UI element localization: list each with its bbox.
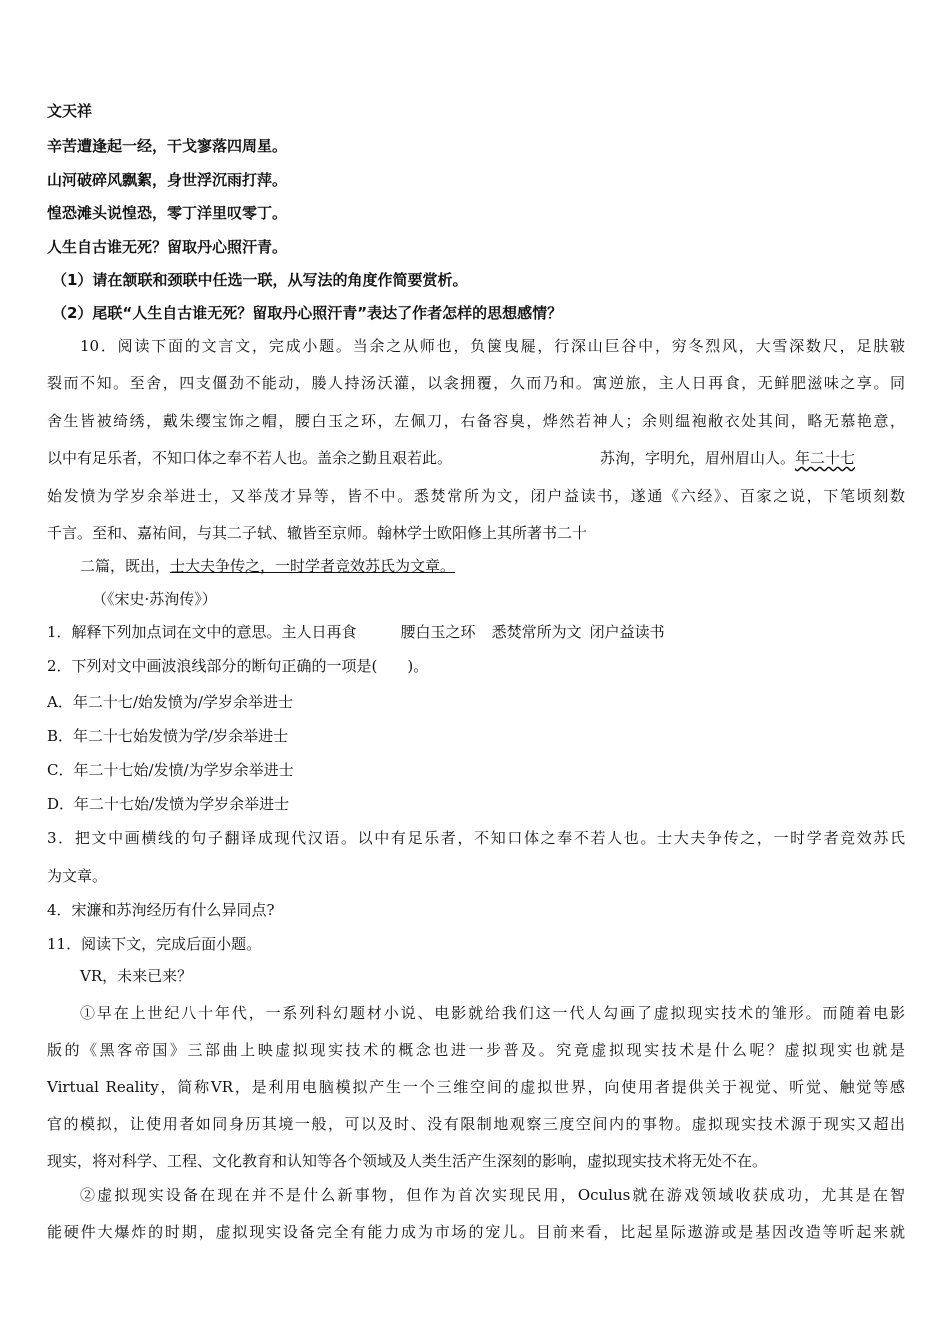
article-line: 版的《黑客帝国》三部曲上映虚拟现实技术的概念也进一步普及。究竟虚拟现实技术是什么呢？虚拟现实也就是 xyxy=(47,1041,905,1059)
passage-line: 裂而不知。至舍，四支僵劲不能动，媵人持汤沃灌，以衾拥覆，久而乃和。寓逆旅，主人日再食，无鲜肥滋味之享。同 xyxy=(47,374,905,392)
article-line: Virtual Reality，简称VR，是利用电脑模拟产生一个三维空间的虚拟世界，向使用者提供关于视觉、听觉、触觉等感 xyxy=(47,1078,905,1096)
option-a: A．年二十七/始发愤为/学岁余举进士 xyxy=(47,693,293,711)
poem-line: 惶恐滩头说惶恐，零丁洋里叹零丁。 xyxy=(47,204,288,222)
option-b: B．年二十七始发愤为学/岁余举进士 xyxy=(47,727,289,745)
subquestion-1 xyxy=(47,622,665,642)
poem-line: 山河破碎风飘絮，身世浮沉雨打萍。 xyxy=(47,171,288,189)
article-line: 能硬件大爆炸的时期，虚拟现实设备完全有能力成为市场的宠儿。目前来看，比起星际遨游或是基因改造等听起来就 xyxy=(47,1223,905,1241)
article-line: 官的模拟，让使用者如同身历其境一般，可以及时、没有限制地观察三度空间内的事物。虚拟现实技术源于现实又超出 xyxy=(47,1115,905,1133)
passage-text: 苏洵，字明允，眉州眉山人。 xyxy=(600,449,796,467)
poem-author: 文天祥 xyxy=(47,102,93,120)
passage-line: 舍生皆被绮绣，戴朱缨宝饰之帽，腰白玉之环，左佩刀，右备容臭，烨然若神人；余则缊袍敝衣处其间，略无慕艳意， xyxy=(47,412,905,430)
subquestion-text: 1．解释下列加点词在文中的意思。主人日再食 xyxy=(47,623,357,641)
poem-question-2: （2）尾联“人生自古谁无死？留取丹心照汗青”表达了作者怎样的思想感情？ xyxy=(52,304,563,322)
article-line: ①早在上世纪八十年代，一系列科幻题材小说、电影就给我们这一代人勾画了虚拟现实技术的雏形。而随着电影 xyxy=(80,1004,905,1022)
question-11-intro: 11．阅读下文，完成后面小题。 xyxy=(47,935,262,953)
subquestion-2: 2．下列对文中画波浪线部分的断句正确的一项是( )。 xyxy=(47,657,429,675)
subquestion-3-cont: 为文章。 xyxy=(47,867,108,885)
article-title: VR，未来已来？ xyxy=(80,967,193,985)
poem-question-1: （1）请在颔联和颈联中任选一联，从写法的角度作简要赏析。 xyxy=(52,271,468,289)
underlined-sentence: 士大夫争传之，一时学者竞效苏氏为文章。 xyxy=(170,557,456,575)
wavy-underlined-text: 年二十七 xyxy=(795,449,856,467)
passage-line: 10．阅读下面的文言文，完成小题。当余之从师也，负箧曳屣，行深山巨谷中，穷冬烈风，大雪深数尺，足肤皲 xyxy=(80,337,905,355)
passage-line: 千言。至和、嘉祐间，与其二子轼、辙皆至京师。翰林学士欧阳修上其所著书二十 xyxy=(47,524,588,542)
passage-line xyxy=(47,448,855,468)
option-d: D．年二十七始/发愤为学岁余举进士 xyxy=(47,795,290,813)
passage-text: 二篇，既出， xyxy=(80,557,171,575)
subquestion-text: 闭户益读书 xyxy=(589,623,665,641)
passage-source: （《宋史·苏洵传》） xyxy=(92,590,217,608)
subquestion-3: 3．把文中画横线的句子翻译成现代汉语。以中有足乐者，不知口体之奉不若人也。士大夫争传之，一时学者竞效苏氏 xyxy=(47,829,905,847)
subquestion-text: 腰白玉之环 xyxy=(400,623,476,641)
subquestion-text: 悉焚常所为文 xyxy=(491,623,582,641)
passage-line: 始发愤为学岁余举进士，又举茂才异等，皆不中。悉焚常所为文，闭户益读书，遂通《六经》、百家之说，下笔顷刻数 xyxy=(47,487,905,505)
subquestion-4: 4．宋濂和苏洵经历有什么异同点? xyxy=(47,901,275,919)
passage-line xyxy=(80,556,455,576)
option-c: C．年二十七始/发愤/为学岁余举进士 xyxy=(47,761,294,779)
article-line: 现实，将对科学、工程、文化教育和认知等各个领域及人类生活产生深刻的影响，虚拟现实技术将无处不在。 xyxy=(47,1152,768,1170)
passage-text: 以中有足乐者，不知口体之奉不若人也。盖余之勤且艰若此。 xyxy=(47,449,453,467)
poem-line: 人生自古谁无死？留取丹心照汗青。 xyxy=(47,238,288,256)
poem-line: 辛苦遭逢起一经，干戈寥落四周星。 xyxy=(47,137,288,155)
article-line: ②虚拟现实设备在现在并不是什么新事物，但作为首次实现民用，Oculus就在游戏领域收获成功，尤其是在智 xyxy=(80,1186,905,1204)
